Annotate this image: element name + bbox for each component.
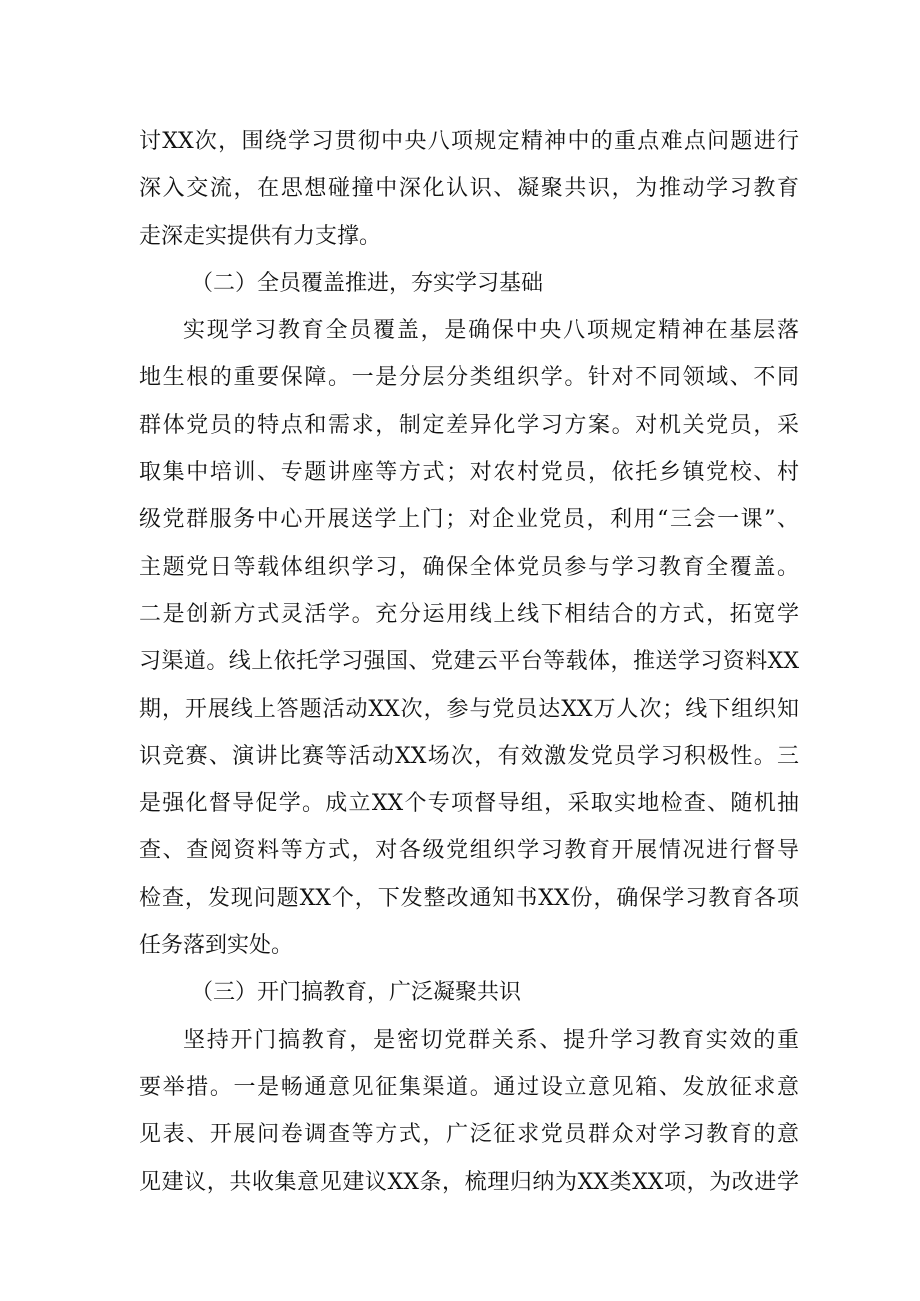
paragraph-2-line-14: 任务落到实处。 xyxy=(139,933,294,959)
paragraph-2-line-2: 地生根的重要保障。一是分层分类组织学。针对不同领域、不同 xyxy=(139,365,799,391)
paragraph-1-line-3: 走深走实提供有力支撑。 xyxy=(139,223,382,249)
paragraph-2-line-3: 群体党员的特点和需求，制定差异化学习方案。对机关党员，采 xyxy=(139,412,799,438)
paragraph-2-line-1: 实现学习教育全员覆盖，是确保中央八项规定精神在基层落 xyxy=(183,318,799,344)
paragraph-2-line-6: 主题党日等载体组织学习，确保全体党员参与学习教育全覆盖。 xyxy=(139,554,799,580)
paragraph-2-line-7: 二是创新方式灵活学。充分运用线上线下相结合的方式，拓宽学 xyxy=(139,601,799,627)
paragraph-3-line-2: 要举措。一是畅通意见征集渠道。通过设立意见箱、发放征求意 xyxy=(139,1074,799,1100)
section-heading-3: （三）开门搞教育，广泛凝聚共识 xyxy=(191,980,522,1006)
section-heading-2: （二）全员覆盖推进，夯实学习基础 xyxy=(191,270,544,296)
paragraph-2-line-10: 识竞赛、演讲比赛等活动XX场次，有效激发党员学习积极性。三 xyxy=(139,743,799,769)
paragraph-3-line-3: 见表、开展问卷调查等方式，广泛征求党员群众对学习教育的意 xyxy=(139,1122,799,1148)
paragraph-3-line-4: 见建议，共收集意见建议XX条，梳理归纳为XX类XX项，为改进学 xyxy=(139,1169,799,1195)
paragraph-1-line-1: 讨XX次，围绕学习贯彻中央八项规定精神中的重点难点问题进行 xyxy=(139,129,799,154)
paragraph-2-line-8: 习渠道。线上依托学习强国、党建云平台等载体，推送学习资料XX xyxy=(139,649,799,675)
paragraph-1-line-2: 深入交流，在思想碰撞中深化认识、凝聚共识，为推动学习教育 xyxy=(139,176,799,202)
document-body xyxy=(139,118,799,1206)
paragraph-2-line-5: 级党群服务中心开展送学上门；对企业党员，利用“三会一课”、 xyxy=(139,507,799,533)
paragraph-2-line-13: 检查，发现问题XX个，下发整改通知书XX份，确保学习教育各项 xyxy=(139,885,799,911)
paragraph-2-line-12: 查、查阅资料等方式，对各级党组织学习教育开展情况进行督导 xyxy=(139,838,799,864)
paragraph-3-line-1: 坚持开门搞教育，是密切党群关系、提升学习教育实效的重 xyxy=(183,1027,799,1053)
paragraph-2-line-9: 期，开展线上答题活动XX次，参与党员达XX万人次；线下组织知 xyxy=(139,696,799,722)
paragraph-2-line-4: 取集中培训、专题讲座等方式；对农村党员，依托乡镇党校、村 xyxy=(139,460,799,486)
paragraph-2-line-11: 是强化督导促学。成立XX个专项督导组，采取实地检查、随机抽 xyxy=(139,791,799,817)
